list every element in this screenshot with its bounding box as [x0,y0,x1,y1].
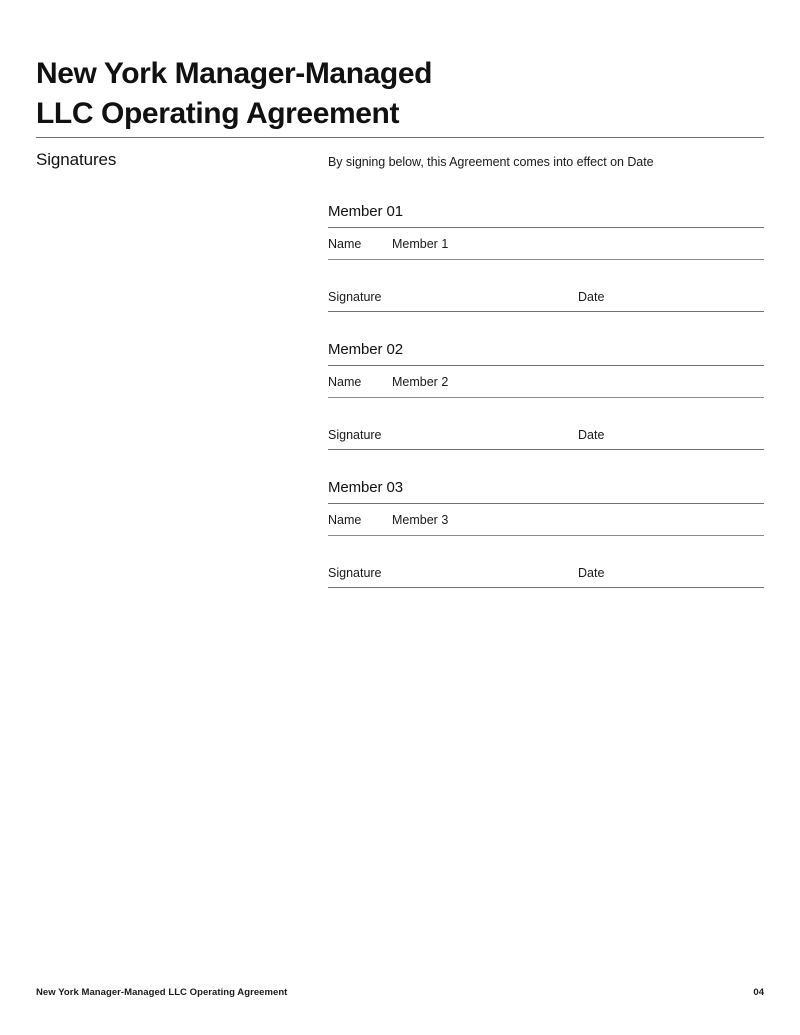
member-name-value: Member 2 [392,374,449,389]
member-signature-rule [328,449,764,450]
member-signature-block [328,203,764,312]
member-date-label: Date [578,289,605,304]
page-title-line-1: New York Manager-Managed [36,57,433,91]
member-signature-labels-row [328,566,764,587]
member-name-row [328,504,764,535]
section-heading: Signatures [36,150,117,169]
member-signature-block [328,341,764,450]
member-signature-block [328,479,764,588]
member-signature-rule [328,587,764,588]
page-title-line-2: LLC Operating Agreement [36,96,400,130]
member-signature-label: Signature [328,289,382,304]
member-name-label: Name [328,236,362,251]
header-divider [36,137,764,138]
page-footer [36,987,764,998]
member-title: Member 03 [328,478,403,496]
member-signature-labels-row [328,428,764,449]
member-signature-label: Signature [328,427,382,442]
signatures-content-column [328,150,764,588]
member-signature-rule [328,311,764,312]
member-signature-space[interactable] [328,536,764,566]
member-name-label: Name [328,374,362,389]
footer-page-number: 04 [753,987,764,998]
signature-intro-text: By signing below, this Agreement comes into effect on Date [328,155,654,169]
member-title: Member 02 [328,340,403,358]
page-title [36,54,636,133]
member-date-label: Date [578,565,605,580]
member-name-row [328,366,764,397]
member-name-label: Name [328,512,362,527]
member-date-label: Date [578,427,605,442]
footer-document-title: New York Manager-Managed LLC Operating Agreement [36,987,288,998]
member-name-value: Member 3 [392,512,449,527]
member-name-value: Member 1 [392,236,449,251]
member-signature-space[interactable] [328,398,764,428]
member-signature-label: Signature [328,565,382,580]
member-signature-space[interactable] [328,260,764,290]
member-title: Member 01 [328,202,403,220]
member-signature-labels-row [328,290,764,311]
member-name-row [328,228,764,259]
